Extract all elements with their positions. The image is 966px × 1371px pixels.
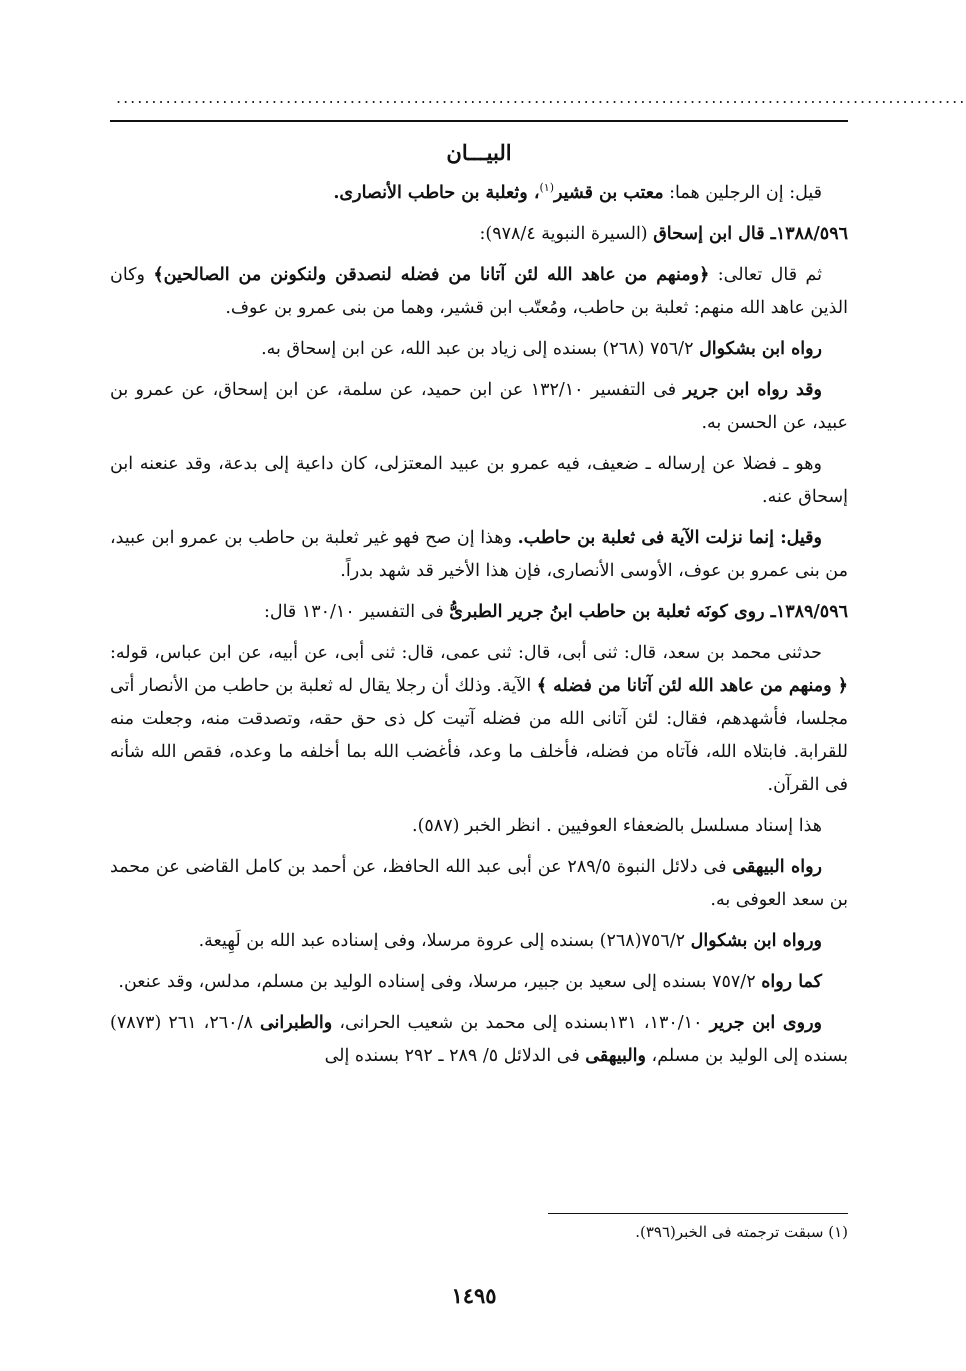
paragraph-13 [110,966,848,999]
p1-text-2: ، وثعلبة بن حاطب الأنصارى. [333,183,540,203]
paragraph-14 [110,1007,848,1073]
p14-source-2: والطبرانى [259,1013,333,1033]
p4-text: ٧٥٦/٢ (٢٦٨) بسنده إلى زياد بن عبد الله، عن ابن إسحاق به. [261,339,700,359]
p14-source-1: وروى ابن جرير [709,1013,822,1033]
p7-claim: وقيل: إنما نزلت الآية فى ثعلبة بن حاطب. [517,528,822,548]
p11-text: فى دلائل النبوة ٢٨٩/٥ عن أبى عبد الله الحافظ، عن أحمد بن كامل القاضى عن محمد بن سعد العوفى به. [110,857,848,910]
p7-text: وهذا إن صح فهو غير ثعلبة بن حاطب بن عمرو ابن عبيد، من بنى عمرو بن عوف، الأوسى الأنصارى، فإن هذا الأخير قد شهد بدراً. [110,528,848,581]
paragraph-5 [110,374,848,440]
paragraph-11 [110,851,848,917]
page-number: ١٤٩٥ [451,1283,497,1308]
quran-verse-2: ﴿ ومنهم من عاهد الله لئن آتانا من فضله ﴾ [536,676,848,696]
p13-source: كما رواه [761,972,822,992]
p5-text: فى التفسير ١٣٢/١٠ عن ابن حميد، عن سلمة، عن ابن إسحاق، عن عمرو بن عبيد، عن الحسن به. [110,380,848,433]
p13-text: ٧٥٧/٢ بسنده إلى سعيد بن جبير، مرسلا، وفى إسناده الوليد بن مسلم، مدلس، وقد عنعن. [118,972,762,992]
p3-text-2: وكان الذين عاهد الله منهم: ثعلبة بن حاطب، ومُعتّب ابن قشير، وهما من بنى عمرو بن عوف. [110,265,848,318]
paragraph-1 [110,177,848,210]
top-rule [110,120,848,122]
paragraph-9 [110,637,848,802]
dotted-separator: ........................................................................................................................ [116,88,966,107]
p3-text: ثم قال تعالى: [709,265,823,285]
p9-text: حدثنى محمد بن سعد، قال: ثنى أبى، قال: ثنى عمى، قال: ثنى أبى، عن أبيه، عن ابن عباس، قوله: [110,643,822,663]
paragraph-4 [110,333,848,366]
p5-source: وقد رواه ابن جرير [683,380,822,400]
p4-source: رواه ابن بشكوال [699,339,822,359]
p12-source: ورواه ابن بشكوال [690,931,822,951]
p14-text-3: فى الدلائل ٥/ ٢٨٩ ـ ٢٩٢ بسنده إلى [324,1046,586,1066]
report-number-1389: ١٣٨٩/٥٩٦ـ روى كونَه ثعلبة بن حاطب ابنُ جرير الطبرىُّ [449,602,848,622]
paragraph-10: هذا إسناد مسلسل بالضعفاء العوفيين . انظر الخبر (٥٨٧). [412,816,822,836]
p12-text: ٧٥٦/٢(٢٦٨) بسنده إلى عروة مرسلا، وفى إسناده عبد الله بن لَهِيعة. [198,931,691,951]
p14-text-1: ١٣٠/١٠، ١٣١بسنده إلى محمد بن شعيب الحرانى، [332,1013,710,1033]
p2-source: (السيرة النبوية ٩٧٨/٤): [479,224,654,244]
paragraph-8 [110,596,848,629]
section-heading: البيـــان [446,140,512,165]
p8-source: فى التفسير ١٣٠/١٠ قال: [263,602,450,622]
p9-text-2: الآية. وذلك أن رجلا يقال له ثعلبة بن حاطب من الأنصار أتى مجلسا، فأشهدهم، فقال: لئن آتانى الله من فضله آتيت كل ذى حق حقه، وتصدقت منه، وجعلت منه للقرابة. فابتلاه الله، فآتاه من فضله، فأخلف ما وعد، فأغضب الله بما أخلفه ما وعده، فقص الله شأنه فى القرآن. [110,676,848,795]
paragraph-3 [110,259,848,325]
p14-text-2: ٢٦٠/٨، ٢٦١ (٧٨٧٣) بسنده إلى الوليد بن مسلم، [110,1013,848,1066]
footnote-ref: (١) [539,181,555,195]
quran-verse: ﴿ومنهم من عاهد الله لئن آتانا من فضله لنصدقن ولنكونن من الصالحين﴾ [153,265,710,285]
footnote-rule [548,1213,848,1214]
book-page [100,0,966,1371]
footnote: (١) سبقت ترجمته فى الخبر(٣٩٦). [635,1223,848,1241]
p11-source: رواه البيهقى [732,857,822,877]
main-text [110,136,848,1081]
paragraph-12 [110,925,848,958]
p1-text: قيل: إن الرجلين هما: [663,183,822,203]
paragraph-2 [110,218,848,251]
p14-source-3: والبيهقى [585,1046,646,1066]
paragraph-7 [110,522,848,588]
paragraph-6: وهو ـ فضلا عن إرساله ـ ضعيف، فيه عمرو بن عبيد المعتزلى، كان داعية إلى بدعة، وقد عنعنه ابن إسحاق عنه. [110,454,848,507]
report-number-1388: ١٣٨٨/٥٩٦ـ قال ابن إسحاق [653,224,848,244]
p1-name: معتب بن قشير [554,183,664,203]
